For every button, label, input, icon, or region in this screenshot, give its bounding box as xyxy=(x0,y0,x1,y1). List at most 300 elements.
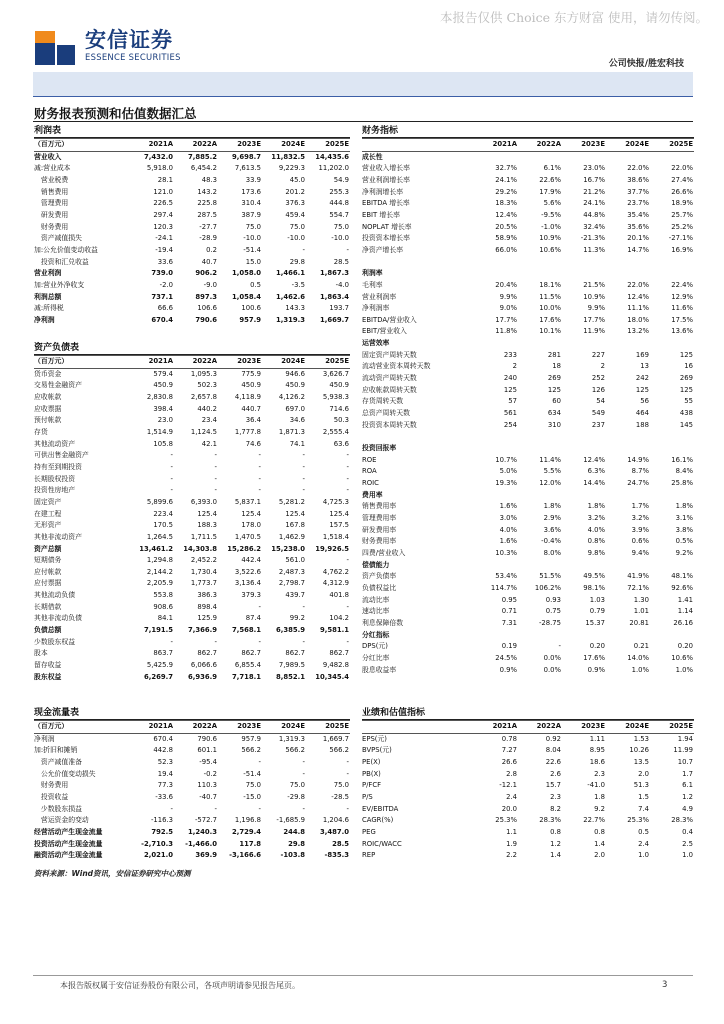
title-rule xyxy=(33,121,693,122)
value-cell: -33.6 xyxy=(155,792,173,801)
row-label: 应收帐款 xyxy=(34,392,62,401)
row-label: 研发费用率 xyxy=(362,525,397,534)
value-cell: 254 xyxy=(503,420,517,429)
table-row xyxy=(362,757,694,769)
value-cell: 0.0% xyxy=(543,653,561,662)
table-row xyxy=(362,187,694,199)
value-cell: 18.6 xyxy=(589,757,605,766)
value-cell: - xyxy=(258,637,261,646)
table-row xyxy=(362,326,694,338)
value-cell: 0.8 xyxy=(594,827,605,836)
value-cell: -51.4 xyxy=(243,245,261,254)
value-cell xyxy=(518,490,562,502)
value-cell: 908.6 xyxy=(153,602,173,611)
value-cell: 11.6% xyxy=(671,304,693,313)
value-cell: -12.1 xyxy=(499,781,517,790)
value-cell: 1,462.9 xyxy=(278,532,305,541)
table-row xyxy=(362,268,694,280)
row-label: NOPLAT 增长率 xyxy=(362,222,412,231)
value-cell xyxy=(562,560,606,572)
row-label: 成长性 xyxy=(362,152,383,161)
value-cell: - xyxy=(302,451,305,460)
value-cell: 223.4 xyxy=(153,509,173,518)
value-cell: 167.8 xyxy=(285,521,305,530)
value-cell: 35.4% xyxy=(627,210,649,219)
value-cell: 255.3 xyxy=(329,187,349,196)
row-label: P/S xyxy=(362,792,373,801)
value-cell: 75.0 xyxy=(333,222,349,231)
row-label: 货币资金 xyxy=(34,369,62,378)
year-header-cell: 2024E xyxy=(606,721,650,734)
value-cell: 450.9 xyxy=(285,381,305,390)
footer-disclaimer: 本报告版权属于安信证券股份有限公司，各项声明请参见报告尾页。 xyxy=(60,981,300,990)
table-row xyxy=(34,815,350,827)
value-cell: 44.8% xyxy=(583,210,605,219)
value-cell xyxy=(474,443,518,455)
value-cell: 77.3 xyxy=(157,781,173,790)
value-cell: 10.1% xyxy=(539,327,561,336)
value-cell: 13 xyxy=(640,362,649,371)
value-cell: 25.2% xyxy=(671,222,693,231)
value-cell: 4.0% xyxy=(499,525,517,534)
value-cell: 54.9 xyxy=(333,175,349,184)
value-cell: 376.3 xyxy=(285,199,305,208)
value-cell: 2.9% xyxy=(543,513,561,522)
value-cell xyxy=(606,443,650,455)
row-label: 运营效率 xyxy=(362,339,390,348)
value-cell: 387.9 xyxy=(241,210,261,219)
value-cell: 1,867.3 xyxy=(319,269,349,278)
value-cell: 26.16 xyxy=(673,618,693,627)
value-cell: -28.75 xyxy=(538,618,561,627)
table-row xyxy=(34,380,350,392)
value-cell: 37.7% xyxy=(627,187,649,196)
value-cell: 0.79 xyxy=(589,607,605,616)
value-cell: 14,435.6 xyxy=(315,152,349,161)
value-cell: 7.27 xyxy=(501,746,517,755)
value-cell: - xyxy=(258,462,261,471)
row-label: 营业利润增长率 xyxy=(362,175,410,184)
value-cell: 22.0% xyxy=(627,164,649,173)
table-row xyxy=(362,839,694,851)
value-cell: 125 xyxy=(547,385,561,394)
value-cell xyxy=(474,630,518,642)
value-cell: 310 xyxy=(547,420,561,429)
value-cell: 442.8 xyxy=(153,746,173,755)
value-cell: 10.3% xyxy=(495,548,517,557)
value-cell: 25.3% xyxy=(495,816,517,825)
table-row xyxy=(34,850,350,862)
header-rule xyxy=(33,96,693,97)
value-cell: - xyxy=(302,637,305,646)
value-cell: 26.6% xyxy=(671,187,693,196)
value-cell: 17.7% xyxy=(495,315,517,324)
table-row xyxy=(362,443,694,455)
value-cell xyxy=(650,257,694,269)
value-cell: 242 xyxy=(635,374,649,383)
value-cell: 0.9% xyxy=(587,665,605,674)
value-cell: 22.7% xyxy=(583,816,605,825)
value-cell xyxy=(518,257,562,269)
value-cell: 561 xyxy=(503,409,517,418)
value-cell: 21.2% xyxy=(583,187,605,196)
value-cell xyxy=(650,431,694,443)
value-cell: 957.9 xyxy=(241,734,261,743)
value-cell: 10.6% xyxy=(671,653,693,662)
value-cell: 6,454.2 xyxy=(190,164,217,173)
row-label: ROIC/WACC xyxy=(362,839,402,848)
row-label: 减:营业成本 xyxy=(34,164,71,173)
row-label: 财务费用率 xyxy=(362,537,397,546)
table-row xyxy=(34,769,350,781)
row-label: 速动比率 xyxy=(362,607,390,616)
table-header-row xyxy=(362,721,694,734)
value-cell: 1.7 xyxy=(682,769,693,778)
value-cell: 1.0 xyxy=(682,851,693,860)
value-cell: 252 xyxy=(591,374,605,383)
value-cell: 1.9 xyxy=(506,839,517,848)
year-header-cell: 2021A xyxy=(474,721,518,734)
value-cell: 13,461.2 xyxy=(139,544,173,553)
table-row xyxy=(34,427,350,439)
value-cell: 3.8% xyxy=(675,525,693,534)
value-cell xyxy=(650,268,694,280)
value-cell: 579.4 xyxy=(153,369,173,378)
value-cell: 7,989.5 xyxy=(278,661,305,670)
value-cell: 24.7% xyxy=(627,479,649,487)
value-cell: 25.3% xyxy=(627,816,649,825)
logo-text-cn: 安信证券 xyxy=(85,28,173,52)
row-label: 营业利润 xyxy=(34,269,62,278)
watermark: 本报告仅供 Choice 东方财富 使用，请勿传阅。 xyxy=(440,10,708,25)
value-cell: - xyxy=(302,486,305,495)
value-cell: - xyxy=(346,602,349,611)
value-cell: 898.4 xyxy=(197,602,217,611)
value-cell xyxy=(650,151,694,163)
value-cell: 2 xyxy=(600,362,605,371)
value-cell: 23.4 xyxy=(201,416,217,425)
value-cell: 566.2 xyxy=(241,746,261,755)
value-cell: 1,196.8 xyxy=(234,816,261,825)
year-header-cell: 2023E xyxy=(562,139,606,152)
valuation-section-title: 业绩和估值指标 xyxy=(362,707,694,720)
row-label: PB(X) xyxy=(362,769,381,778)
value-cell xyxy=(562,490,606,502)
value-cell: 29.8 xyxy=(289,257,305,266)
row-label: 少数股东损益 xyxy=(34,804,82,813)
value-cell: 1,319.3 xyxy=(275,315,305,324)
value-cell: -95.4 xyxy=(199,757,217,766)
value-cell: 2.6 xyxy=(550,769,561,778)
value-cell: 5.0% xyxy=(499,467,517,476)
financial-ratios xyxy=(362,125,694,676)
value-cell: 41.9% xyxy=(627,572,649,581)
row-label xyxy=(362,431,474,443)
row-label: 无形资产 xyxy=(34,521,62,530)
value-cell xyxy=(606,268,650,280)
row-label: 少数股东权益 xyxy=(34,637,76,646)
row-label: 长期股权投资 xyxy=(34,474,76,483)
value-cell: 35.6% xyxy=(627,222,649,231)
value-cell: 54 xyxy=(596,397,605,406)
table-row xyxy=(362,222,694,234)
table-row xyxy=(362,210,694,222)
value-cell: 502.3 xyxy=(197,381,217,390)
value-cell: 48.1% xyxy=(671,572,693,581)
table-row xyxy=(34,315,350,327)
value-cell: 126 xyxy=(591,385,605,394)
value-cell: 7,191.5 xyxy=(143,626,173,635)
row-label: 流动比率 xyxy=(362,595,390,604)
table-row xyxy=(362,292,694,304)
value-cell: 379.3 xyxy=(241,591,261,600)
value-cell: 117.8 xyxy=(239,839,261,848)
value-cell: 1.8% xyxy=(587,502,605,511)
value-cell: 862.7 xyxy=(285,649,305,658)
value-cell: 5,425.9 xyxy=(146,661,173,670)
table-row xyxy=(34,415,350,427)
value-cell xyxy=(650,630,694,642)
value-cell: 10.7% xyxy=(495,455,517,464)
row-label: BVPS(元) xyxy=(362,746,392,755)
row-label: 预付帐款 xyxy=(34,416,62,425)
table-row xyxy=(34,233,350,245)
value-cell: - xyxy=(170,637,173,646)
value-cell: 7,568.1 xyxy=(231,626,261,635)
value-cell: 297.4 xyxy=(153,210,173,219)
value-cell: 9,698.7 xyxy=(231,152,261,161)
ratios-table xyxy=(362,138,694,676)
value-cell: 7.4 xyxy=(638,804,649,813)
row-label: 管理费用 xyxy=(34,199,69,208)
value-cell: 92.6% xyxy=(671,583,693,592)
table-row xyxy=(34,474,350,486)
value-cell: 53.4% xyxy=(495,572,517,581)
value-cell: 3.0% xyxy=(499,513,517,522)
value-cell: 6,066.6 xyxy=(190,661,217,670)
value-cell: 2,452.2 xyxy=(190,556,217,565)
table-row xyxy=(362,280,694,292)
row-label: 其他流动负债 xyxy=(34,591,76,600)
row-label: EBIT 增长率 xyxy=(362,210,400,219)
year-header-cell: 2021A xyxy=(474,139,518,152)
value-cell: 0.21 xyxy=(633,642,649,651)
value-cell: 561.0 xyxy=(285,556,305,565)
value-cell: 0.5 xyxy=(250,280,261,289)
value-cell xyxy=(606,151,650,163)
table-row xyxy=(362,245,694,257)
value-cell: 1,204.6 xyxy=(322,816,349,825)
value-cell: 9.9% xyxy=(587,304,605,313)
value-cell xyxy=(562,431,606,443)
value-cell: 157.5 xyxy=(329,521,349,530)
value-cell: 125.4 xyxy=(241,509,261,518)
table-row xyxy=(34,827,350,839)
value-cell xyxy=(474,151,518,163)
value-cell: -0.4% xyxy=(541,537,561,546)
value-cell: 20.1% xyxy=(627,234,649,243)
row-label: 投资资本周转天数 xyxy=(362,420,417,429)
row-label: 营业收入 xyxy=(34,152,62,161)
year-header-cell: 2024E xyxy=(606,139,650,152)
value-cell: -15.0 xyxy=(243,792,261,801)
value-cell: - xyxy=(346,486,349,495)
row-label: 其他非流动负债 xyxy=(34,614,82,623)
table-row xyxy=(362,804,694,816)
value-cell: 188 xyxy=(635,420,649,429)
value-cell: 8.95 xyxy=(589,746,605,755)
row-label: 应付帐款 xyxy=(34,567,62,576)
value-cell: 25.7% xyxy=(671,210,693,219)
value-cell: 1.30 xyxy=(633,595,649,604)
row-label: 短期债务 xyxy=(34,556,62,565)
value-cell: 0.20 xyxy=(677,642,693,651)
table-row xyxy=(34,733,350,745)
value-cell: 440.2 xyxy=(197,404,217,413)
value-cell: 1,773.7 xyxy=(190,579,217,588)
value-cell: 9.9% xyxy=(499,292,517,301)
value-cell: 19,926.5 xyxy=(315,544,349,553)
value-cell: 3.2% xyxy=(587,513,605,522)
row-label: 销售费用率 xyxy=(362,502,397,511)
value-cell: 2.4 xyxy=(638,839,649,848)
table-row xyxy=(34,648,350,660)
value-cell: 4,126.2 xyxy=(278,392,305,401)
value-cell: 1,669.7 xyxy=(322,734,349,743)
year-header-cell: 2021A xyxy=(130,721,174,734)
value-cell: 6,385.9 xyxy=(275,626,305,635)
cash-flow-statement xyxy=(34,707,350,862)
value-cell: 125.4 xyxy=(329,509,349,518)
value-cell: 2,657.8 xyxy=(190,392,217,401)
table-row xyxy=(362,665,694,677)
row-label: 净资产增长率 xyxy=(362,245,404,254)
row-label: 研发费用 xyxy=(34,210,69,219)
value-cell: 2.0 xyxy=(638,769,649,778)
value-cell: 566.2 xyxy=(285,746,305,755)
value-cell: 13.2% xyxy=(627,327,649,336)
table-row xyxy=(34,804,350,816)
value-cell: 225.8 xyxy=(197,199,217,208)
value-cell: 50.3 xyxy=(333,416,349,425)
table-row xyxy=(362,233,694,245)
value-cell: 25.8% xyxy=(671,479,693,487)
table-row xyxy=(34,439,350,451)
value-cell: -3,166.6 xyxy=(229,851,261,860)
row-label: 股息收益率 xyxy=(362,665,397,674)
value-cell: 15.7 xyxy=(545,781,561,790)
value-cell: 193.7 xyxy=(329,304,349,313)
value-cell: 32.4% xyxy=(583,222,605,231)
value-cell: - xyxy=(258,451,261,460)
value-cell: 9.0% xyxy=(499,304,517,313)
value-cell: 0.95 xyxy=(501,595,517,604)
value-cell: 2.2 xyxy=(506,851,517,860)
value-cell: 1,863.4 xyxy=(319,292,349,301)
value-cell: 28.5 xyxy=(332,839,349,848)
value-cell: 0.4 xyxy=(682,827,693,836)
row-label: 营业收入增长率 xyxy=(362,164,410,173)
value-cell: 6,936.9 xyxy=(187,672,217,681)
value-cell: 1.53 xyxy=(633,734,649,743)
table-row xyxy=(362,396,694,408)
table-row xyxy=(34,485,350,497)
value-cell: - xyxy=(346,451,349,460)
value-cell: 790.6 xyxy=(195,315,217,324)
table-row xyxy=(34,175,350,187)
value-cell: -1,685.9 xyxy=(276,816,305,825)
value-cell: 18.3% xyxy=(495,199,517,208)
row-label: 利息保障倍数 xyxy=(362,618,404,627)
table-row xyxy=(362,525,694,537)
row-label: 应付票据 xyxy=(34,579,62,588)
value-cell: 125 xyxy=(635,385,649,394)
value-cell: - xyxy=(214,462,217,471)
value-cell: 8.04 xyxy=(545,746,561,755)
table-row xyxy=(34,613,350,625)
value-cell: 775.9 xyxy=(241,369,261,378)
row-label: 利润率 xyxy=(362,269,383,278)
value-cell: 11.4% xyxy=(539,455,561,464)
value-cell: 9,482.8 xyxy=(322,661,349,670)
value-cell: -2,710.3 xyxy=(141,839,173,848)
table-row xyxy=(34,462,350,474)
value-cell: 8.4% xyxy=(675,467,693,476)
value-cell: 74.1 xyxy=(289,439,305,448)
row-label: 财务费用 xyxy=(34,222,69,231)
value-cell: 56 xyxy=(640,397,649,406)
value-cell: 1.4 xyxy=(550,851,561,860)
value-cell: 1.41 xyxy=(677,595,693,604)
value-cell: 38.6% xyxy=(627,175,649,184)
value-cell: -1,466.0 xyxy=(185,839,217,848)
value-cell: - xyxy=(558,642,561,651)
value-cell: 670.4 xyxy=(151,315,173,324)
row-label: 投资活动产生现金流量 xyxy=(34,839,103,848)
value-cell: - xyxy=(214,474,217,483)
value-cell: 244.8 xyxy=(283,827,305,836)
table-row xyxy=(34,198,350,210)
value-cell: - xyxy=(214,451,217,460)
row-label: EBITDA/营业收入 xyxy=(362,315,417,324)
table-row xyxy=(34,222,350,234)
table-row xyxy=(362,780,694,792)
value-cell: 1.94 xyxy=(677,734,693,743)
value-cell: 0.6% xyxy=(631,537,649,546)
value-cell xyxy=(518,630,562,642)
value-cell: 1,514.9 xyxy=(146,427,173,436)
table-row xyxy=(362,733,694,745)
value-cell: 0.19 xyxy=(501,642,517,651)
value-cell: 2,798.7 xyxy=(278,579,305,588)
value-cell: 8.7% xyxy=(631,467,649,476)
value-cell: 1,319.3 xyxy=(278,734,305,743)
value-cell: 5.6% xyxy=(543,199,561,208)
value-cell: -24.1 xyxy=(155,234,173,243)
value-cell: 11,202.0 xyxy=(318,164,349,173)
value-cell: - xyxy=(170,462,173,471)
value-cell: 5,918.0 xyxy=(146,164,173,173)
value-cell: 16.1% xyxy=(671,455,693,464)
table-row xyxy=(34,590,350,602)
value-cell: 4,118.9 xyxy=(234,392,261,401)
row-label: 营业税费 xyxy=(34,175,69,184)
value-cell: 287.5 xyxy=(197,210,217,219)
value-cell: 173.6 xyxy=(241,187,261,196)
value-cell: 42.1 xyxy=(201,439,217,448)
row-label: 负债总额 xyxy=(34,626,62,635)
footer-rule xyxy=(33,975,693,976)
